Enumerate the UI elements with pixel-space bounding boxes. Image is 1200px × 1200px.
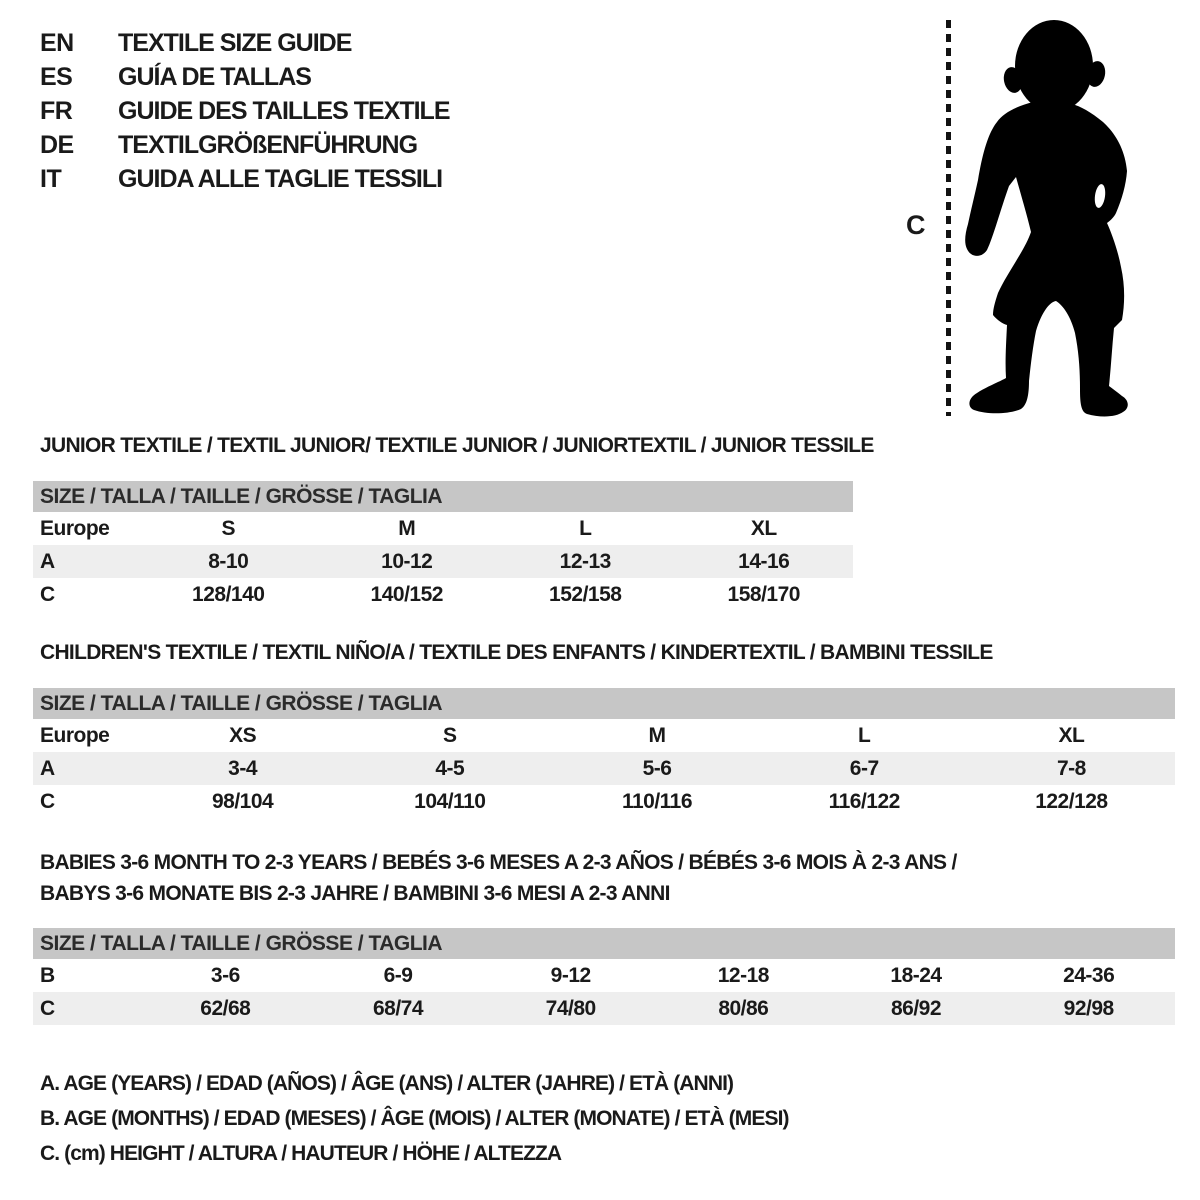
table-row [33,752,1175,785]
language-code: FR [40,96,73,125]
section-title-text: BABYS 3-6 MONATE BIS 2-3 JAHRE / BAMBINI 3-6 MESI A 2-3 ANNI [40,882,670,905]
table-cell: 80/86 [718,997,769,1020]
table-cell: 140/152 [370,583,443,606]
table-cell: XL [750,517,777,540]
table-cell: 104/110 [414,790,486,813]
table-cell: S [221,517,235,540]
table-cell: 62/68 [200,997,251,1020]
table-row [33,545,853,578]
row-label: Europe [40,724,110,747]
table-row [33,719,1175,752]
table-row [33,959,1175,992]
section-title-text: JUNIOR TEXTILE / TEXTIL JUNIOR/ TEXTILE JUNIOR / JUNIORTEXTIL / JUNIOR TESSILE [40,434,874,457]
section-title-babies [40,847,957,909]
guide-title: GUIDA ALLE TAGLIE TESSILI [118,164,443,193]
size-header-bar: SIZE / TALLA / TAILLE / GRÖSSE / TAGLIA [33,481,853,512]
row-label: A [40,550,55,573]
list-item [40,162,450,196]
table-cell: 158/170 [727,583,800,606]
table-cell: 116/122 [828,790,900,813]
table-cell: 24-36 [1063,964,1115,987]
table-cell: M [648,724,666,747]
table-cell: M [398,517,416,540]
table-cell: 74/80 [545,997,596,1020]
size-table-junior [33,481,853,611]
size-header-bar: SIZE / TALLA / TAILLE / GRÖSSE / TAGLIA [33,688,1175,719]
language-code: ES [40,62,73,91]
list-item [40,26,450,60]
legend-line-c: C. (cm) HEIGHT / ALTURA / HAUTEUR / HÖHE / ALTEZZA [40,1142,562,1165]
table-cell: 4-5 [435,757,465,780]
table-cell: 86/92 [890,997,942,1020]
table-row [33,512,853,545]
table-cell: 128/140 [192,583,265,606]
row-label: Europe [40,517,110,540]
row-label: C [40,997,55,1020]
table-cell: 3-6 [210,964,240,987]
size-table-children [33,688,1175,818]
table-cell: 3-4 [228,757,258,780]
table-cell: 92/98 [1063,997,1114,1020]
section-title-children [40,641,993,665]
table-cell: 152/158 [549,583,622,606]
height-measure-label: C [906,210,926,240]
height-measure-dashed-line [946,20,951,416]
table-cell: 9-12 [550,964,591,987]
table-cell: 12-13 [559,550,611,573]
table-cell: 10-12 [381,550,433,573]
section-title-text: CHILDREN'S TEXTILE / TEXTIL NIÑO/A / TEXTILE DES ENFANTS / KINDERTEXTIL / BAMBINI TESSILE [40,641,993,664]
legend-line-b: B. AGE (MONTHS) / EDAD (MESES) / ÂGE (MOIS) / ALTER (MONATE) / ETÀ (MESI) [40,1107,789,1130]
size-header-bar: SIZE / TALLA / TAILLE / GRÖSSE / TAGLIA [33,928,1175,959]
table-row [33,785,1175,818]
list-item [40,128,450,162]
table-row [33,992,1175,1025]
table-cell: 18-24 [890,964,942,987]
guide-title: GUÍA DE TALLAS [118,62,311,91]
table-cell: L [858,724,871,747]
table-cell: 6-7 [849,757,879,780]
row-label: B [40,964,55,987]
toddler-silhouette-icon [953,10,1145,420]
legend-line-a: A. AGE (YEARS) / EDAD (AÑOS) / ÂGE (ANS) / ALTER (JAHRE) / ETÀ (ANNI) [40,1072,734,1095]
table-cell: 8-10 [208,550,249,573]
table-cell: 122/128 [1035,790,1108,813]
language-title-list [40,26,450,196]
section-title-text: BABIES 3-6 MONTH TO 2-3 YEARS / BEBÉS 3-6 MESES A 2-3 AÑOS / BÉBÉS 3-6 MOIS À 2-3 ANS / [40,851,957,874]
row-label: C [40,583,55,606]
list-item [40,60,450,94]
table-cell: 110/116 [621,790,693,813]
table-cell: 98/104 [211,790,274,813]
row-label: C [40,790,55,813]
measurement-legend [40,1066,789,1171]
language-code: IT [40,164,62,193]
table-cell: XL [1058,724,1085,747]
table-cell: S [443,724,457,747]
size-table-babies [33,928,1175,1025]
language-code: EN [40,28,74,57]
table-cell: 12-18 [717,964,769,987]
language-code: DE [40,130,74,159]
table-cell: 5-6 [642,757,672,780]
section-title-junior [40,434,874,458]
row-label: A [40,757,55,780]
table-cell: 7-8 [1056,757,1086,780]
table-cell: 6-9 [383,964,413,987]
guide-title: TEXTILE SIZE GUIDE [118,28,352,57]
table-cell: 68/74 [372,997,424,1020]
guide-title: GUIDE DES TAILLES TEXTILE [118,96,450,125]
table-row [33,578,853,611]
table-cell: 14-16 [738,550,790,573]
list-item [40,94,450,128]
table-cell: L [579,517,592,540]
table-cell: XS [229,724,257,747]
guide-title: TEXTILGRÖßENFÜHRUNG [118,130,418,159]
